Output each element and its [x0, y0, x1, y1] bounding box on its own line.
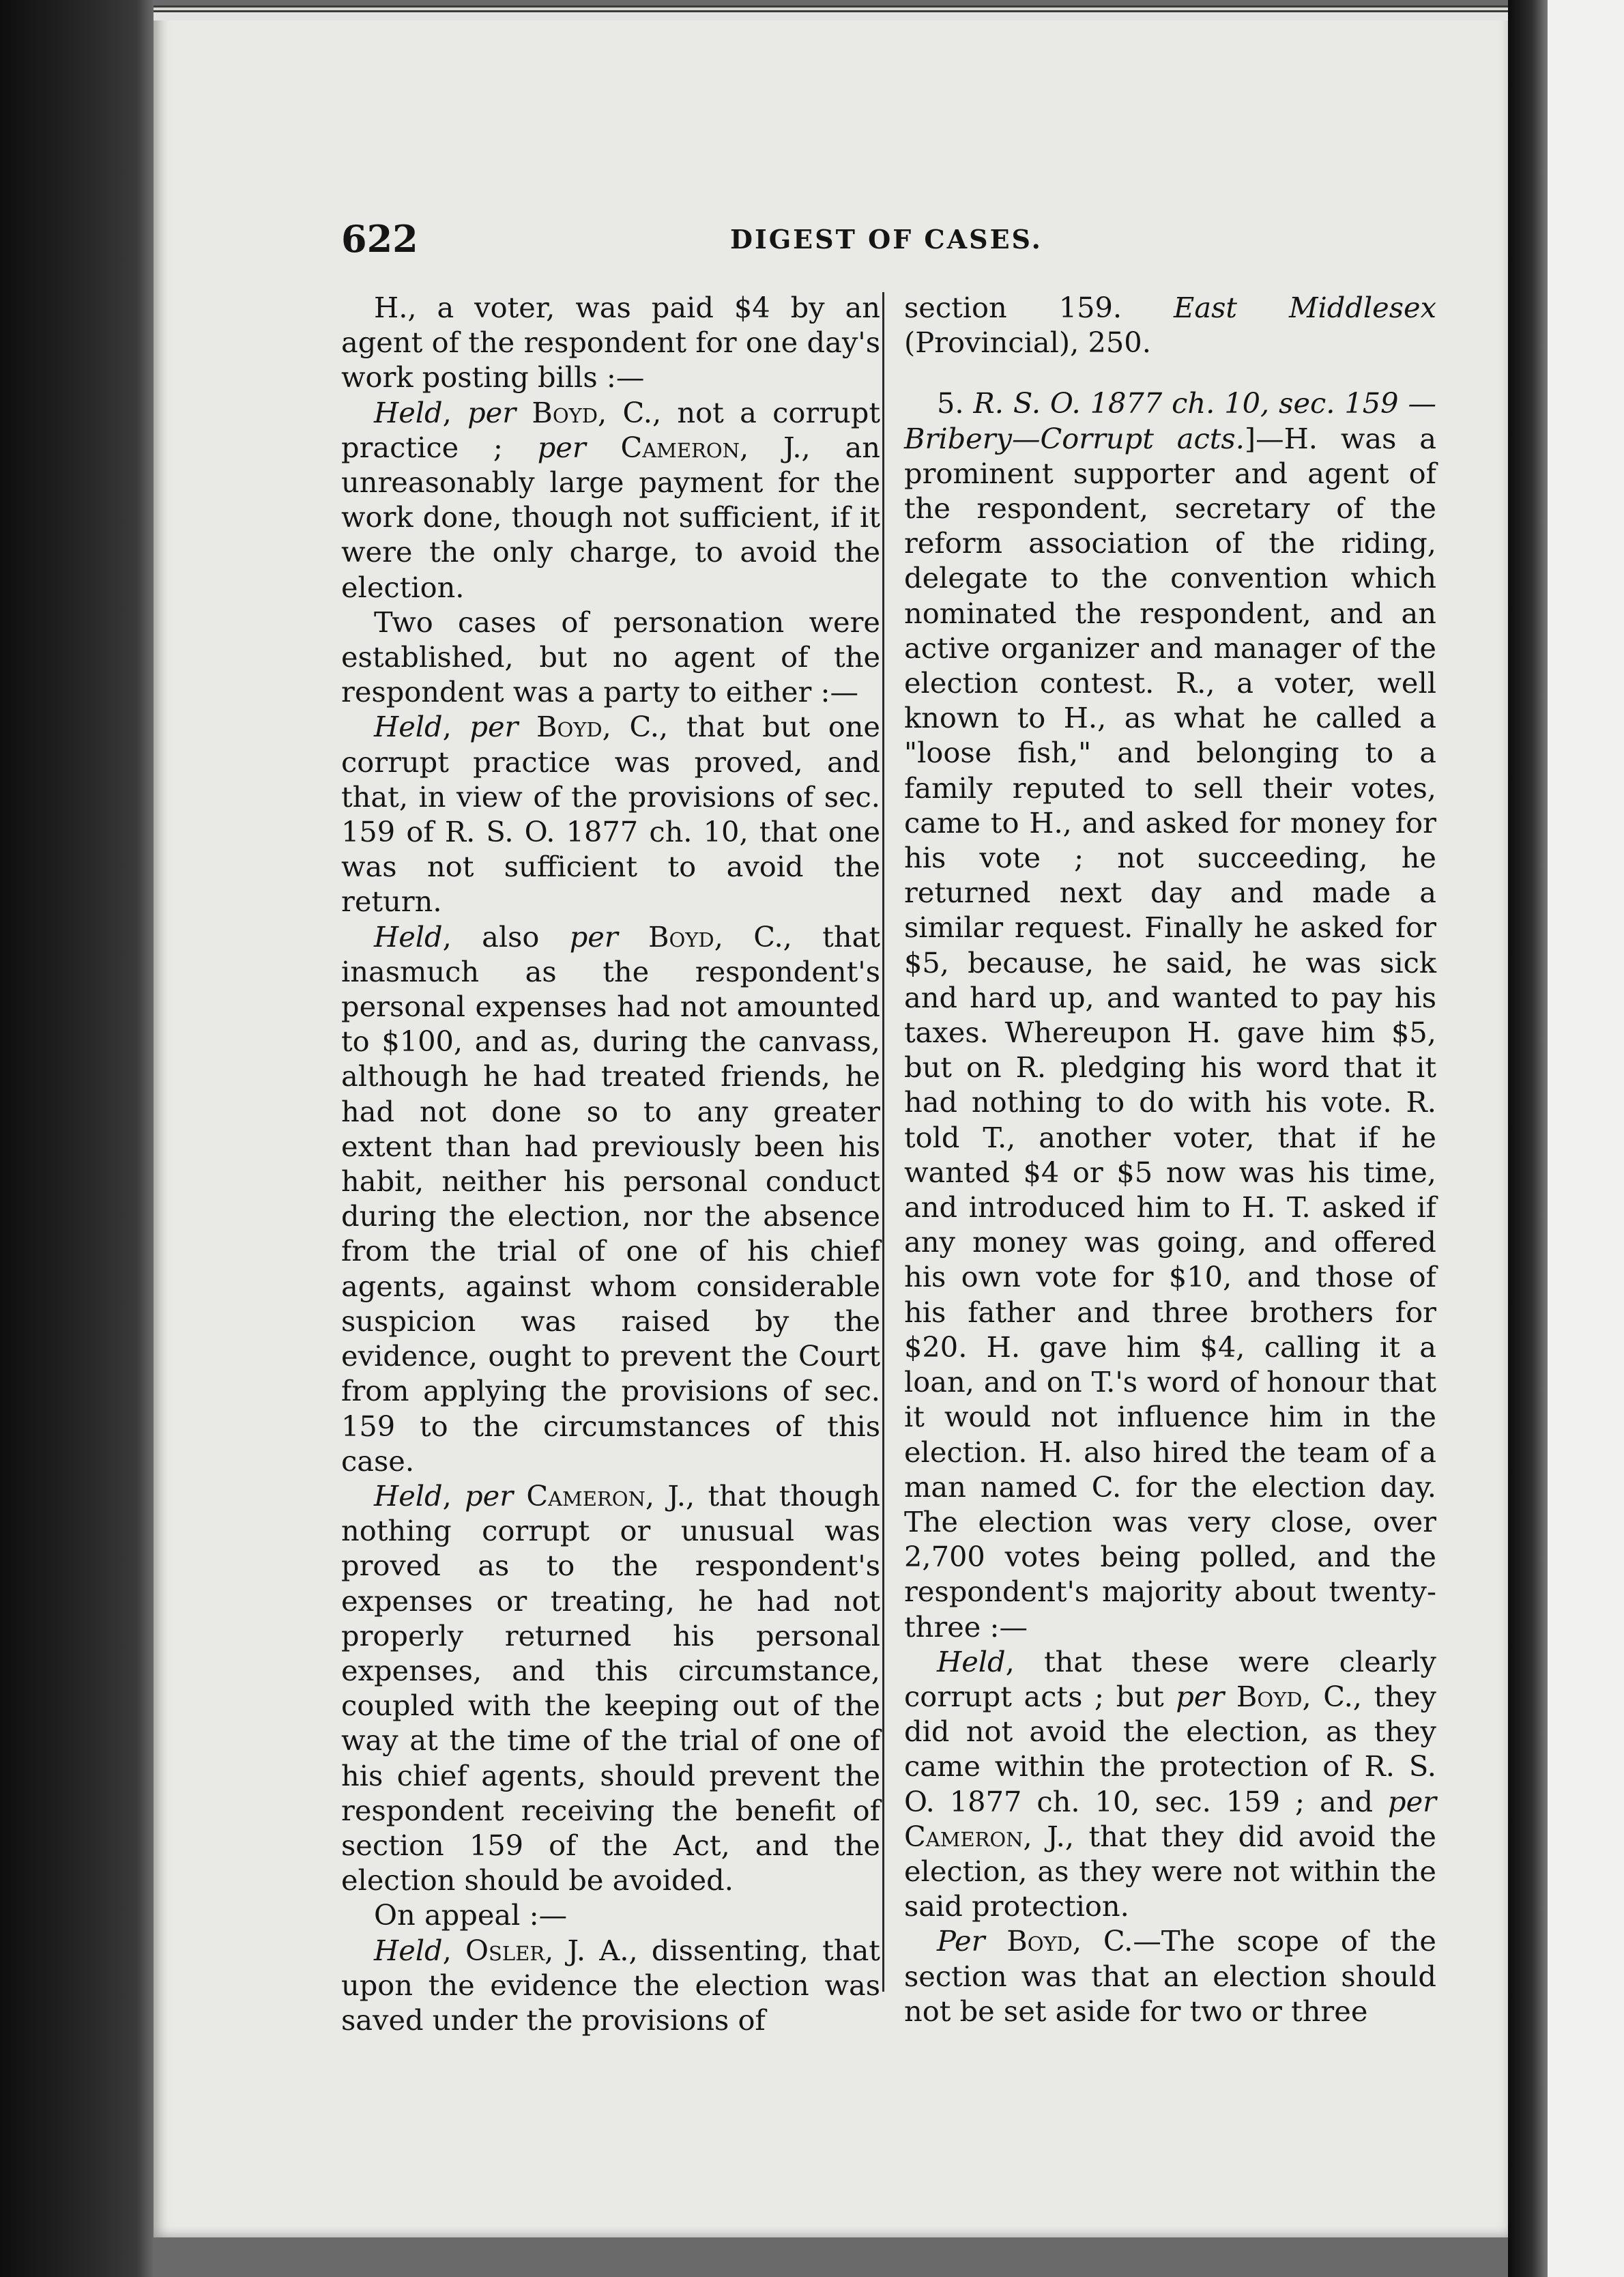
paragraph-text: (Provincial), 250.	[904, 326, 1151, 360]
held-word: Held	[374, 710, 443, 744]
case-name: East Middlesex	[1174, 291, 1436, 324]
per-word: per	[467, 395, 517, 429]
paragraph: Held, per Boyd, C., not a corrupt practice ; per Cameron, J., an unreasonably large payment for the work done, though not sufficient, if it were the only charge, to avoid the election.	[341, 395, 881, 604]
paragraph-text: , C., that inasmuch as the respondent's personal expenses had not amounted to $100, and as, during the canvass, although he had treated friends, he had not done so to any greater extent than had previously been his habit, neither his personal conduct during the election, nor the absence from the trial of one of his chief agents, against whom considerable suspicion was raised by the evidence, ought to prevent the Court from applying the provisions of sec. 159 to the circumstances of this case.	[341, 919, 880, 1478]
section-heading: R. S. O. 1877 ch. 10, sec. 159 —Bribery—Corrupt acts.	[904, 386, 1436, 455]
paragraph-text: ]—H. was a prominent supporter and agent of the respondent, secretary of the reform association of the riding, delegate to the convention which nominated the respondent, and an active organizer and manager of the election contest. R., a voter, well known to H., as what he called a "loose fish," and belonging to a family reputed to sell their votes, came to H., and asked for money for his vote ; not succeeding, he returned next day and made a similar request. Finally he asked for $5, because, he said, he was sick and hard up, and wanted to pay his taxes. Whereupon H. gave him $5, but on R. pledging his word that it had nothing to do with his vote. R. told T., another voter, that if he wanted $4 or $5 now was his time, and introduced him to H. T. asked if any money was going, and offered his own vote for $10, and those of his father and three brothers for $20. H. gave him $4, calling it a loan, and on T.'s word of honour that it would not influence him in the election. H. also hired the team of a man named C. for the election day. The election was very close, over 2,700 votes being polled, and the respondent's majority about twenty-three :—	[904, 421, 1436, 1644]
paragraph-text: section 159.	[904, 291, 1174, 324]
paragraph: Held, per Boyd, C., that but one corrupt practice was proved, and that, in view of the provisions of sec. 159 of R. S. O. 1877 ch. 10, that one was not sufficient to avoid the return.	[341, 710, 880, 919]
judge-name: Cameron	[526, 1478, 646, 1513]
judge-name: Boyd	[648, 919, 714, 954]
per-word: per	[1388, 1784, 1436, 1818]
judge-name: Boyd	[532, 395, 598, 429]
paragraph-text: , J., an unreasonably large payment for the work done, though not sufficient, if it were the only charge, to avoid the election.	[341, 430, 880, 604]
paragraph	[904, 1644, 1436, 1924]
per-word: per	[537, 430, 586, 464]
paragraph: On appeal :—	[374, 1898, 568, 1932]
judge-name: Boyd	[1236, 1679, 1303, 1713]
paragraph	[904, 386, 1436, 1644]
top-rule	[154, 5, 1508, 20]
paragraph-text: , also	[442, 919, 570, 954]
judge-name: Osler	[465, 1933, 545, 1967]
paragraph	[341, 1933, 880, 2038]
paragraph	[904, 290, 1436, 360]
book-gutter	[1508, 0, 1548, 2277]
held-word: Held	[937, 1644, 1006, 1678]
page-header	[341, 217, 1433, 265]
paragraph-text: , C., that but one corrupt practice was proved, and that, in view of the provisions of sec. 159 of R. S. O. 1877 ch. 10, that one was not sufficient to avoid the return.	[341, 710, 880, 919]
paragraph: Two cases of personation were established, but no agent of the respondent was a party to either :—	[341, 605, 880, 709]
paragraph: H., a voter, was paid $4 by an agent of the respondent for one day's work posting bills :—	[341, 291, 880, 395]
per-word: per	[1176, 1679, 1225, 1713]
held-word: Held	[374, 395, 443, 429]
judge-name: Boyd	[536, 710, 603, 744]
judge-name: Cameron	[904, 1819, 1024, 1853]
column-divider	[882, 292, 884, 1992]
paragraph	[341, 919, 880, 1478]
held-word: Held	[374, 919, 443, 954]
running-head: DIGEST OF CASES.	[730, 224, 1043, 255]
facing-page-edge	[1548, 0, 1624, 2277]
paragraph-text: , J., that they did avoid the election, as they were not within the said protection.	[904, 1819, 1436, 1923]
section-number: 5.	[937, 386, 974, 420]
paragraph-text: , that these were clearly corrupt acts ; but	[904, 1644, 1436, 1713]
per-word: per	[469, 710, 519, 744]
paragraph	[904, 1923, 1436, 2029]
held-word: Held	[374, 1478, 443, 1513]
page-number: 622	[341, 217, 418, 261]
held-word: Held	[374, 1933, 443, 1967]
paragraph-text: , C.—The scope of the section was that an election should not be set aside for two or three	[904, 1924, 1436, 2028]
per-word: Per	[937, 1924, 985, 1958]
paragraph-text: , C., not a corrupt practice ;	[341, 395, 881, 464]
paragraph-text: ,	[442, 1933, 465, 1967]
paragraph-text: , C., they did not avoid the election, as they came within the protection of R. S. O. 1877 ch. 10, sec. 159 ; and	[904, 1679, 1436, 1818]
per-word: per	[569, 919, 618, 954]
judge-name: Cameron	[620, 430, 740, 464]
paragraph: Held, per Cameron, J., that though nothing corrupt or unusual was proved as to the respondent's expenses or treating, he had not properly returned his personal expenses, and this circumstance, coupled with the keeping out of the way at the time of the trial of one of his chief agents, should prevent the respondent receiving the benefit of section 159 of the Act, and the election should be avoided.	[341, 1478, 880, 1898]
paragraph-text: , J. A., dissenting, that upon the evidence the election was saved under the provisions of	[341, 1933, 880, 2037]
paragraph-text: , J., that though nothing corrupt or unusual was proved as to the respondent's expenses or treating, he had not properly returned his personal expenses, and this circumstance, coupled with the keeping out of the way at the time of the trial of one of his chief agents, should prevent the respondent receiving the benefit of section 159 of the Act, and the election should be avoided.	[341, 1478, 880, 1898]
right-column	[904, 290, 1436, 2029]
per-word: per	[465, 1478, 514, 1513]
left-column	[341, 290, 880, 2037]
judge-name: Boyd	[1006, 1924, 1073, 1958]
